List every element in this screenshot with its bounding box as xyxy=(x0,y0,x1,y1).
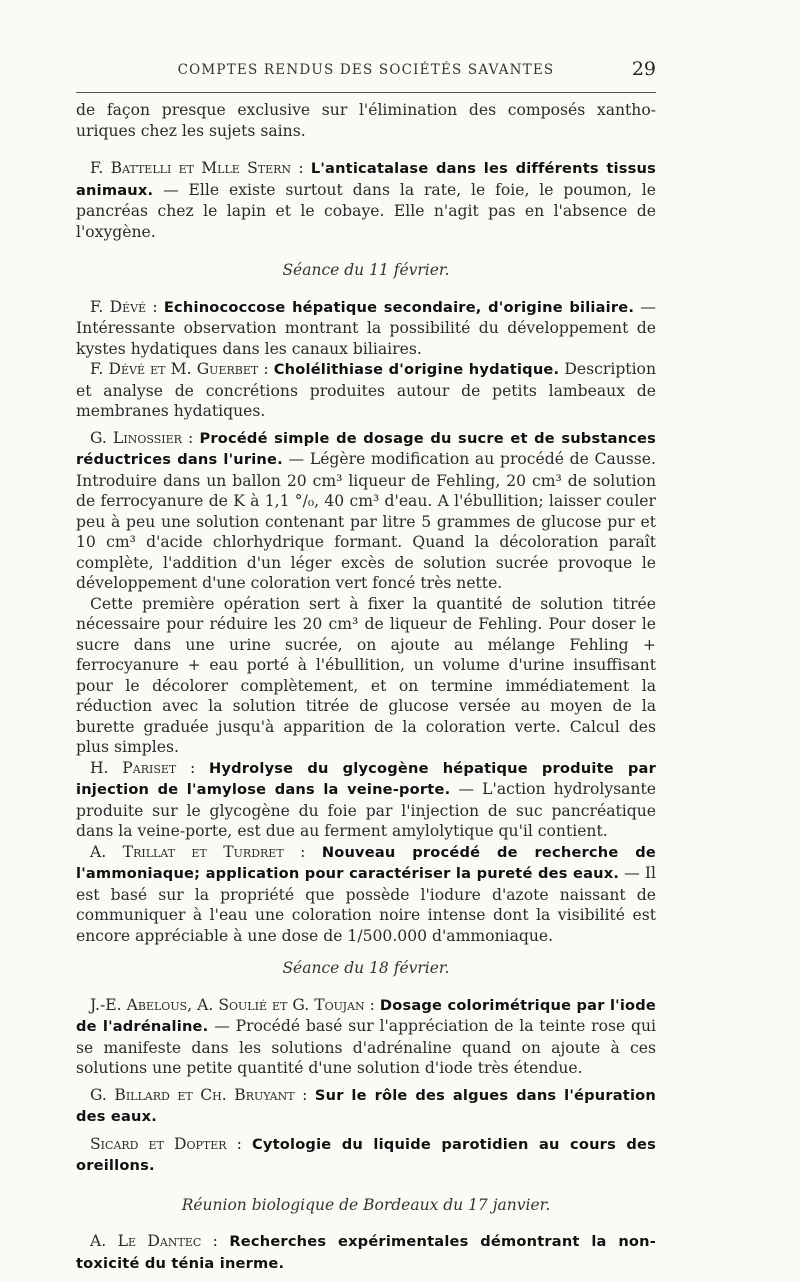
entry-billard-bruyant xyxy=(76,1085,656,1128)
entry-text: — Il est basé sur la propriété que possède l'iodure d'azote naissant de communiquer à l'eau une coloration noire intense dont la visibilité est encore appréciable à une dose de 1/500.000 d'ammoniaque. xyxy=(76,864,657,945)
entry-trillat-turdret xyxy=(76,842,656,947)
entry-authors: G. Linossier : xyxy=(90,428,194,447)
entry-linossier xyxy=(76,428,656,594)
entry-authors: Sicard et Dopter : xyxy=(90,1134,242,1153)
entry-le-dantec xyxy=(76,1231,656,1274)
entry-title: Sur le rôle des algues dans l'épuration des eaux. xyxy=(76,1086,656,1125)
entry-text: Description et analyse de concrétions produites autour de petits lambeaux de membranes hydatiques. xyxy=(76,360,656,420)
entry-authors: A. Le Dantec : xyxy=(90,1232,218,1250)
entry-authors: F. Battelli et Mlle Stern : xyxy=(90,159,304,177)
entry-title: Hydrolyse du glycogène hépatique produite par injection de l'amylose dans la veine-porte. xyxy=(76,759,656,798)
entry-pariset xyxy=(76,758,656,842)
entry-title: Echinococcose hépatique secondaire, d'origine biliaire. xyxy=(163,298,635,316)
entry-title: Recherches expérimentales démontrant la non-toxicité du ténia inerme. xyxy=(76,1233,656,1272)
entry-sicard-dopter xyxy=(76,1134,656,1177)
entry-title: Nouveau procédé de recherche de l'ammoniaque; application pour caractériser la pureté des eaux. xyxy=(76,843,656,882)
paragraph-continuation: de façon presque exclusive sur l'élimination des composés xantho-uriques chez les sujets sains. xyxy=(76,101,656,140)
entry-text: — Elle existe surtout dans la rate, le foie, le poumon, le pancréas chez le lapin et le cobaye. Elle n'agit pas en l'absence de l'oxygène. xyxy=(76,180,656,241)
session-heading-11-fevrier: Séance du 11 février. xyxy=(282,261,450,279)
session-heading-18-fevrier: Séance du 18 février. xyxy=(282,959,450,977)
entry-battelli-stern xyxy=(76,158,656,242)
entry-title: Cytologie du liquide parotidien au cours des oreillons. xyxy=(76,1135,656,1174)
entry-text: — Intéressante observation montrant la possibilité du développement de kystes hydatiques dans les canaux biliaires. xyxy=(76,297,656,358)
header-rule xyxy=(76,92,656,93)
entry-authors: F. Dévé et M. Guerbet : xyxy=(90,360,269,378)
entry-abelous-soulie-toujan xyxy=(76,995,656,1079)
entry-authors: G. Billard et Ch. Bruyant : xyxy=(90,1085,308,1104)
page-number: 29 xyxy=(631,58,656,80)
running-title: COMPTES RENDUS DES SOCIÉTÉS SAVANTES xyxy=(177,62,555,78)
running-header xyxy=(76,58,656,90)
entry-title: Procédé simple de dosage du sucre et de substances réductrices dans l'urine. xyxy=(76,429,656,468)
entry-authors: H. Pariset : xyxy=(90,758,196,777)
entry-text: — Légère modification au procédé de Causse. Introduire dans un ballon 20 cm³ liqueur de Fehling, 20 cm³ de solution de ferrocyanure de K à 1,1 °/₀, 40 cm³ d'eau. A l'ébullition; laisser couler peu à peu une solution contenant par litre 5 grammes de glucose pur et 10 cm³ d'acide chlorhydrique formant. Quand la décoloration paraît complète, l'addition d'un léger excès de solution sucrée provoque le développement d'une coloration vert foncé très nette. xyxy=(76,450,656,592)
entry-deve-guerbet xyxy=(76,359,656,422)
session-heading-bordeaux: Réunion biologique de Bordeaux du 17 janvier. xyxy=(181,1195,551,1214)
entry-deve xyxy=(76,297,656,360)
entry-text: — L'action hydrolysante produite sur le glycogène du foie par l'injection de suc pancréatique dans la veine-porte, est due au ferment amylolytique qu'il contient. xyxy=(76,780,656,840)
entry-authors: F. Dévé : xyxy=(90,297,158,316)
entry-linossier-continuation: Cette première opération sert à fixer la quantité de solution titrée nécessaire pour réduire les 20 cm³ de liqueur de Fehling. Pour doser le sucre dans une urine sucrée, on ajoute au mélange Fehling + ferrocyanure + eau porté à l'ébullition, un volume d'urine insuffisant pour le décolorer complètement, et on termine immédiatement la réduction avec la solution titrée de glucose versée au moyen de la burette graduée jusqu'à apparition de la coloration verte. Calcul des plus simples. xyxy=(76,594,656,756)
entry-title: Cholélithiase d'origine hydatique. xyxy=(273,361,560,378)
page-body xyxy=(76,100,656,1274)
entry-text: — Procédé basé sur l'appréciation de la teinte rose qui se manifeste dans les solutions d'adrénaline quand on ajoute à ces solutions une petite quantité d'une solution d'iode très étendue. xyxy=(76,1017,656,1077)
entry-title: L'anticatalase dans les différents tissus animaux. xyxy=(76,160,656,199)
entry-authors: J.-E. Abelous, A. Soulié et G. Toujan : xyxy=(90,995,375,1014)
entry-authors: A. Trillat et Turdret : xyxy=(90,842,306,861)
entry-title: Dosage colorimétrique par l'iode de l'adrénaline. xyxy=(76,996,656,1035)
